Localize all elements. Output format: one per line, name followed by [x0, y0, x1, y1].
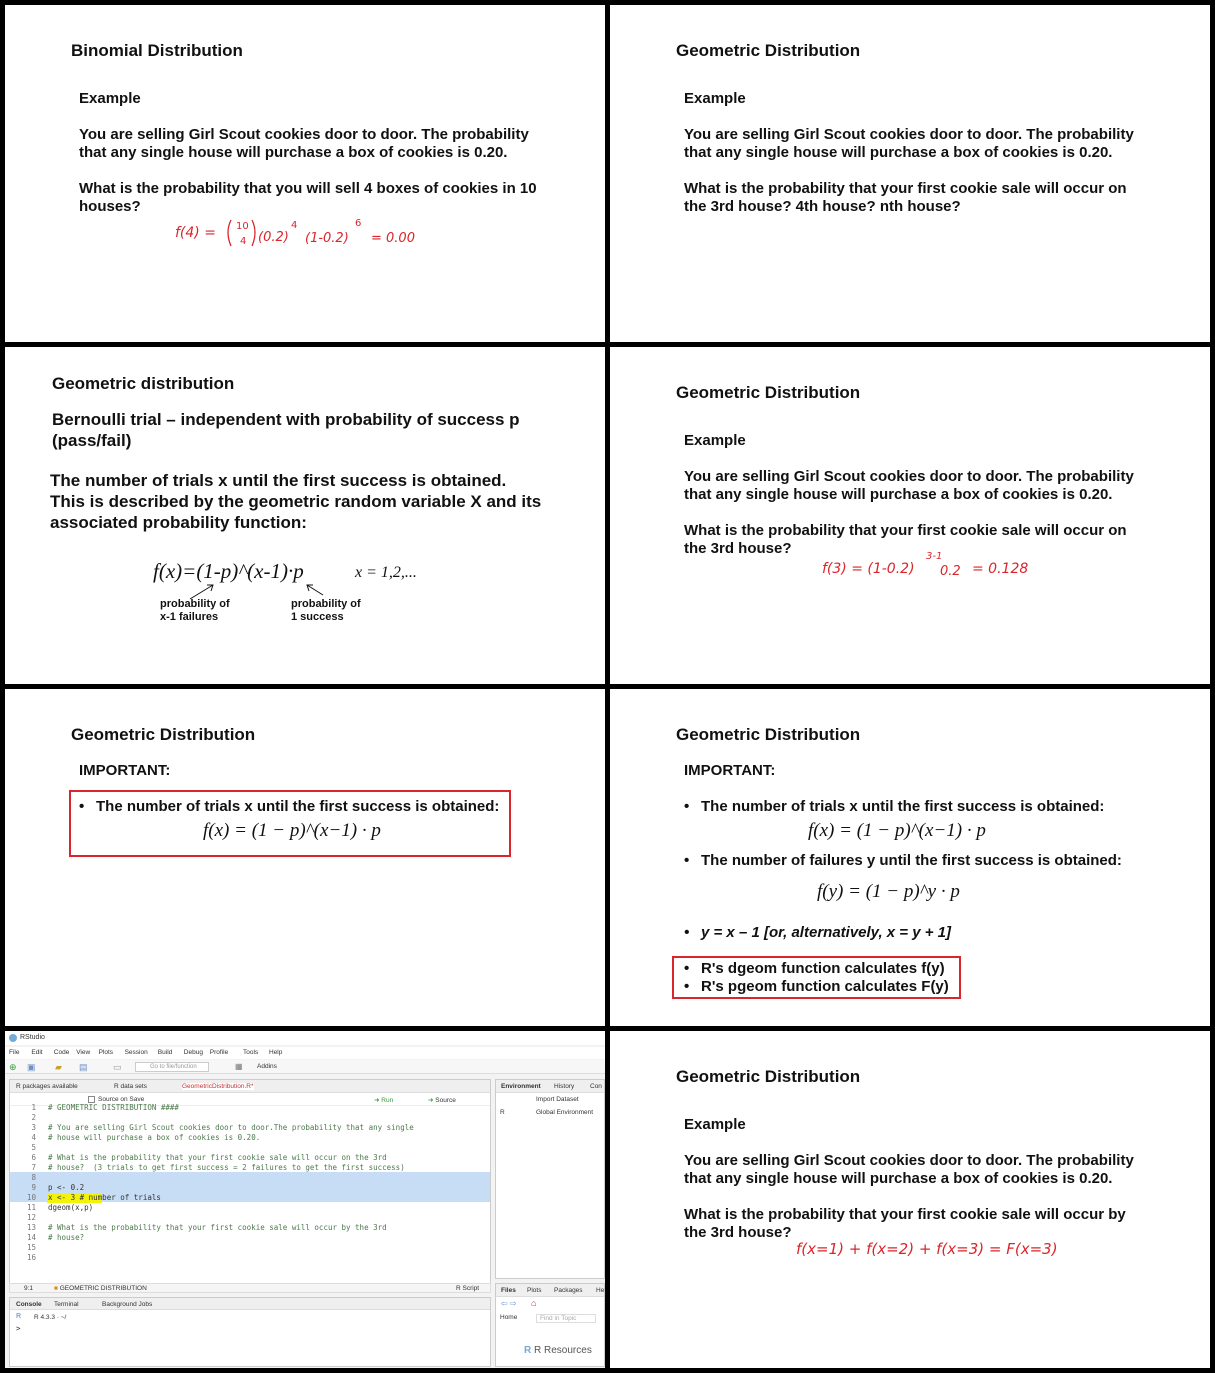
slide-title: Geometric Distribution — [71, 725, 256, 744]
console-pane — [9, 1297, 491, 1367]
slide-title: Binomial Distribution — [71, 41, 243, 60]
svg-text:6: 6 — [355, 218, 362, 229]
source-on-save-label: Source on Save — [98, 1096, 145, 1103]
code-line[interactable]: # What is the probability that your first cookie sale will occur by the 3rd — [48, 1223, 387, 1232]
line-number: 8 — [31, 1173, 36, 1182]
app-title: RStudio — [20, 1034, 45, 1041]
question-line-1: What is the probability that your first cookie sale will occur on — [684, 180, 1127, 197]
source-on-save-checkbox[interactable] — [88, 1096, 95, 1103]
slide-title: Geometric Distribution — [676, 41, 861, 60]
problem-line-2: that any single house will purchase a box of cookies is 0.20. — [684, 144, 1113, 161]
slide-subtitle: Example — [684, 432, 746, 449]
question-line-2: the 3rd house? — [684, 540, 792, 557]
addins-menu[interactable]: Addins — [257, 1063, 277, 1070]
line-number: 15 — [26, 1243, 36, 1252]
import-dataset-button[interactable]: Import Dataset — [536, 1096, 579, 1103]
menu-item-edit[interactable]: Edit — [31, 1049, 43, 1056]
problem-line-1: You are selling Girl Scout cookies door to door. The probability — [684, 1152, 1134, 1169]
tab-terminal[interactable]: Terminal — [54, 1301, 79, 1308]
open-file-icon[interactable]: ▰ — [55, 1062, 62, 1072]
code-line[interactable] — [48, 1173, 414, 1183]
problem-line-2: that any single house will purchase a box of cookies is 0.20. — [684, 1170, 1113, 1187]
slide-geometric-example-3rd-house — [610, 347, 1210, 684]
line-number: 1 — [31, 1103, 36, 1112]
environment-pane — [495, 1079, 605, 1279]
tab-environment[interactable]: Environment — [501, 1083, 541, 1090]
title-bar — [5, 1031, 605, 1045]
new-file-icon[interactable]: ⊕ — [9, 1062, 17, 1072]
source-tab-bar — [10, 1080, 490, 1093]
back-forward-icon[interactable]: ⇦ ⇨ — [501, 1299, 517, 1308]
line-number: 16 — [26, 1253, 36, 1262]
bullet-trials: • The number of trials x until the first success is obtained: — [96, 798, 499, 815]
slide-title: Geometric Distribution — [676, 1067, 861, 1086]
bullet-relationship: • y = x – 1 [or, alternatively, x = y + 1] — [701, 924, 951, 941]
menu-item-session[interactable]: Session — [124, 1049, 148, 1056]
slide-geometric-example-questions — [610, 5, 1210, 342]
line-number: 12 — [26, 1213, 36, 1222]
svg-text:f(4) =: f(4) = — [175, 225, 216, 241]
code-line[interactable]: dgeom(x,p) — [48, 1203, 94, 1212]
section-indicator[interactable]: ■ GEOMETRIC DISTRIBUTION — [54, 1285, 147, 1292]
open-project-icon[interactable]: ▣ — [27, 1062, 36, 1072]
label-failures: probability of x-1 failures — [160, 598, 230, 623]
menu-item-profile[interactable]: Profile — [209, 1049, 229, 1056]
source-pane — [9, 1079, 491, 1287]
env-tab-bar — [496, 1080, 604, 1093]
code-line[interactable]: # What is the probability that your first cookie sale will occur on the 3rd — [48, 1153, 387, 1162]
formula-domain: x = 1,2,... — [355, 564, 417, 581]
code-line[interactable]: # house? (3 trials to get first success = 2 failures to get the first success) — [48, 1163, 405, 1172]
svg-text:3-1: 3-1 — [926, 551, 943, 562]
code-line[interactable] — [48, 1253, 414, 1263]
code-line[interactable]: # house? — [48, 1233, 85, 1242]
global-environment-select[interactable]: Global Environment — [536, 1109, 594, 1116]
svg-text:f(3) = (1-0.2): f(3) = (1-0.2) — [822, 561, 915, 577]
definition-line-3: associated probability function: — [50, 513, 307, 532]
print-icon[interactable]: ▭ — [113, 1062, 122, 1072]
menu-item-plots[interactable]: Plots — [98, 1049, 114, 1056]
save-icon[interactable]: ▤ — [79, 1062, 88, 1072]
line-number: 3 — [31, 1123, 36, 1132]
home-icon[interactable]: ⌂ — [531, 1298, 537, 1308]
slide-geometric-important-1 — [5, 689, 605, 1026]
r-resources-link[interactable]: R R Resources — [524, 1345, 592, 1356]
tab-help[interactable]: He — [596, 1287, 605, 1294]
label-success: probability of 1 success — [291, 598, 361, 623]
files-pane — [495, 1283, 605, 1367]
tab-history[interactable]: History — [554, 1083, 575, 1090]
question-line-2: the 3rd house? — [684, 1224, 792, 1241]
slide-subtitle: IMPORTANT: — [684, 762, 776, 779]
line-numbers — [14, 1103, 36, 1263]
menu-item-debug[interactable]: Debug — [183, 1049, 203, 1056]
main-toolbar — [5, 1060, 605, 1074]
question-line-1: What is the probability that you will sell 4 boxes of cookies in 10 — [79, 180, 537, 197]
code-line[interactable]: # GEOMETRIC DISTRIBUTION #### — [48, 1103, 179, 1112]
find-in-topic-input[interactable]: Find in Topic — [536, 1314, 596, 1323]
svg-text:0.2: 0.2 — [940, 564, 961, 579]
home-select[interactable]: Home — [500, 1314, 518, 1321]
line-number: 13 — [26, 1223, 36, 1232]
tab-r-data-sets[interactable]: R data sets — [114, 1083, 147, 1090]
slide-subtitle: IMPORTANT: — [79, 762, 171, 779]
svg-text:(0.2): (0.2) — [258, 230, 289, 245]
line-number: 6 — [31, 1153, 36, 1162]
grid-icon[interactable]: ▦ — [235, 1062, 243, 1071]
r-version: R 4.3.3 · ~/ — [34, 1314, 67, 1321]
bullet-trials: • The number of trials x until the first success is obtained: — [701, 798, 1104, 815]
slide-subtitle: Example — [79, 90, 141, 107]
tab-packages[interactable]: Packages — [554, 1287, 583, 1294]
code-line[interactable]: # You are selling Girl Scout cookies door to door.The probability that any single — [48, 1123, 414, 1132]
run-button[interactable]: ➜ Run — [374, 1097, 394, 1104]
line-number: 9 — [31, 1183, 36, 1192]
definition-line-1: The number of trials x until the first success is obtained. — [50, 471, 507, 490]
r-logo-icon: R — [16, 1313, 22, 1320]
bullet-dgeom: • R's dgeom function calculates f(y) — [701, 960, 945, 977]
svg-text:= 0.00: = 0.00 — [371, 231, 415, 246]
code-line[interactable] — [48, 1113, 414, 1123]
rstudio-window — [5, 1031, 605, 1368]
line-number: 4 — [31, 1133, 36, 1142]
svg-text:4: 4 — [291, 220, 298, 231]
code-editor[interactable] — [48, 1103, 414, 1263]
menu-item-view[interactable]: View — [76, 1049, 91, 1056]
r-select[interactable]: R — [500, 1109, 505, 1116]
handwritten-geometric-calc — [822, 545, 1032, 586]
tab-connections[interactable]: Con — [590, 1083, 602, 1090]
menu-bar — [5, 1047, 605, 1059]
slide-subtitle: Example — [684, 90, 746, 107]
svg-text:= 0.128: = 0.128 — [972, 561, 1029, 577]
question-line-1: What is the probability that your first cookie sale will occur on — [684, 522, 1127, 539]
formula-fy: f(y) = (1 − p)^y · p — [817, 881, 960, 902]
slide-geometric-example-by-3rd — [610, 1031, 1210, 1368]
svg-text:4: 4 — [240, 236, 247, 247]
line-number: 5 — [31, 1143, 36, 1152]
slide-title: Geometric Distribution — [676, 725, 861, 744]
handwritten-cdf-calc: f(x=1) + f(x=2) + f(x=3) = F(x=3) — [796, 1240, 1058, 1258]
problem-line-1: You are selling Girl Scout cookies door to door. The probability — [79, 126, 529, 143]
problem-line-1: You are selling Girl Scout cookies door to door. The probability — [684, 126, 1134, 143]
bernoulli-line: Bernoulli trial – independent with probability of success p — [52, 410, 520, 429]
line-number: 14 — [26, 1233, 36, 1242]
question-line-2: houses? — [79, 198, 141, 215]
bernoulli-line-2: (pass/fail) — [52, 431, 132, 450]
goto-file-input[interactable]: Go to file/function — [135, 1062, 209, 1072]
cursor-position: 9:1 — [24, 1285, 34, 1292]
line-number: 7 — [31, 1163, 36, 1172]
tab-background-jobs[interactable]: Background Jobs — [102, 1301, 153, 1308]
tab-plots[interactable]: Plots — [527, 1287, 542, 1294]
code-line[interactable] — [48, 1213, 414, 1223]
svg-text:10: 10 — [236, 221, 249, 232]
question-line-1: What is the probability that your first cookie sale will occur by — [684, 1206, 1126, 1223]
tab-r-packages[interactable]: R packages available — [16, 1083, 78, 1090]
code-line[interactable]: # house will purchase a box of cookies is 0.20. — [48, 1133, 261, 1142]
handwritten-binomial-calc — [175, 212, 435, 257]
files-tab-bar — [496, 1284, 604, 1297]
formula-fx: f(x) = (1 − p)^(x−1) · p — [203, 820, 381, 841]
tab-console[interactable]: Console — [16, 1301, 42, 1308]
code-line[interactable] — [48, 1143, 414, 1153]
code-line[interactable] — [48, 1243, 414, 1253]
menu-item-file[interactable]: File — [9, 1049, 20, 1056]
bullet-pgeom: • R's pgeom function calculates F(y) — [701, 978, 949, 995]
tab-geometric-distribution[interactable]: GeometricDistribution.R* — [182, 1083, 254, 1090]
problem-line-2: that any single house will purchase a box of cookies is 0.20. — [79, 144, 508, 161]
file-type[interactable]: R Script — [456, 1285, 480, 1292]
menu-item-tools[interactable]: Tools — [243, 1049, 259, 1056]
menu-item-code[interactable]: Code — [53, 1049, 70, 1056]
source-status-bar — [9, 1283, 491, 1293]
rstudio-logo-icon — [9, 1034, 17, 1042]
menu-item-help[interactable]: Help — [269, 1049, 283, 1056]
slide-title: Geometric Distribution — [676, 383, 861, 402]
code-line[interactable]: x <- 3 # number of trials — [48, 1193, 161, 1202]
slide-binomial-example — [5, 5, 605, 342]
slide-subtitle: Example — [684, 1116, 746, 1133]
tab-files[interactable]: Files — [501, 1287, 516, 1294]
problem-line-1: You are selling Girl Scout cookies door to door. The probability — [684, 468, 1134, 485]
code-line[interactable]: p <- 0.2 — [48, 1183, 85, 1192]
line-number: 10 — [26, 1193, 36, 1202]
definition-line-2: This is described by the geometric random variable X and its — [50, 492, 542, 511]
slide-geometric-important-2 — [610, 689, 1210, 1026]
slide-geometric-definition — [5, 347, 605, 684]
bullet-failures: • The number of failures y until the first success is obtained: — [701, 852, 1122, 869]
svg-text:(1-0.2): (1-0.2) — [305, 231, 349, 246]
line-number: 11 — [26, 1203, 36, 1212]
console-tab-bar — [10, 1298, 490, 1310]
menu-item-build[interactable]: Build — [157, 1049, 173, 1056]
line-number: 2 — [31, 1113, 36, 1122]
slide-title: Geometric distribution — [52, 374, 235, 393]
formula-fx: f(x) = (1 − p)^(x−1) · p — [808, 820, 986, 841]
geometric-pmf-formula: f(x)=(1-p)^(x-1)·p — [153, 559, 304, 583]
question-line-2: the 3rd house? 4th house? nth house? — [684, 198, 961, 215]
console-prompt[interactable]: > — [16, 1324, 21, 1333]
problem-line-2: that any single house will purchase a box of cookies is 0.20. — [684, 486, 1113, 503]
source-button[interactable]: ➜ Source — [428, 1097, 456, 1104]
